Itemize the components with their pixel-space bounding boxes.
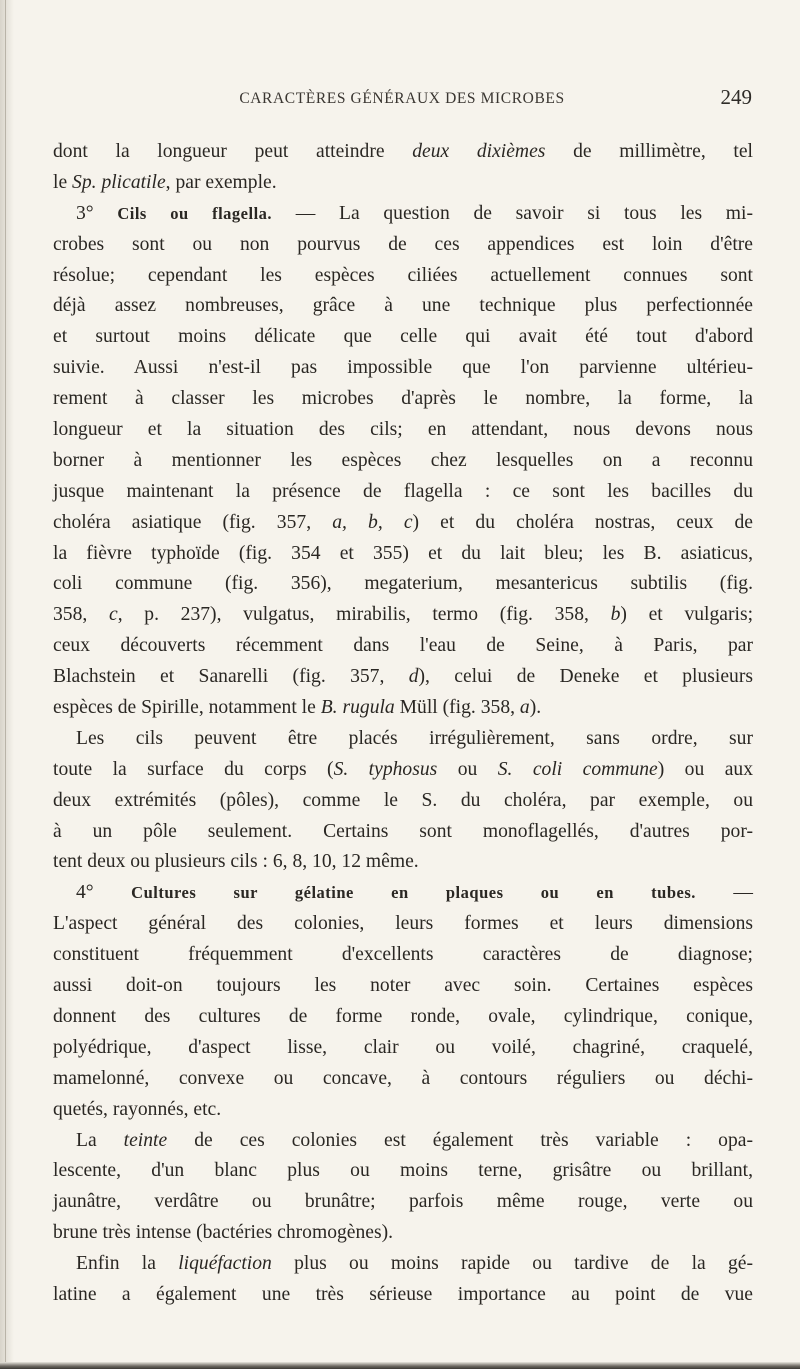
text-line (53, 786, 753, 817)
text-run: jaunâtre, verdâtre ou brunâtre; parfois même rouge, verte ou (53, 1191, 753, 1213)
italic-run: a (519, 697, 530, 719)
italic-run: c (108, 604, 118, 626)
text-run: plus ou moins rapide ou tardive de la gé- (271, 1253, 753, 1275)
text-line (53, 1156, 753, 1187)
text-line (53, 1249, 753, 1280)
text-line (53, 1033, 753, 1064)
italic-run: a, b, c (332, 511, 413, 533)
text-run: ) et du choléra nostras, ceux de (412, 511, 753, 533)
text-run: de ces colonies est également très variable : opa- (167, 1129, 753, 1151)
text-line (53, 261, 753, 292)
text-line (53, 971, 753, 1002)
text-run: Les cils peuvent être placés irrégulièrement, sans ordre, sur (76, 727, 753, 749)
text-line (53, 384, 753, 415)
text-line (53, 508, 753, 539)
text-line (53, 847, 753, 878)
running-head: CARACTÈRES GÉNÉRAUX DES MICROBES (239, 90, 565, 107)
page-spine (5, 0, 6, 1369)
text-run: toute la surface du corps ( (53, 758, 334, 780)
text-run: le (53, 171, 73, 193)
text-line (53, 817, 753, 848)
text-line (53, 137, 753, 168)
text-line (53, 168, 753, 199)
section-heading: Cultures sur gélatine en plaques ou en tubes. (131, 883, 696, 903)
section-number: 3° (76, 202, 118, 224)
bottom-edge (0, 1362, 800, 1369)
text-run: constituent fréquemment d'excellents caractères de diagnose; (53, 944, 753, 966)
text-line (53, 322, 753, 353)
text-line (53, 600, 753, 631)
text-run: ) ou aux (657, 758, 753, 780)
text-run: brune très intense (bactéries chromogènes). (53, 1222, 394, 1244)
text-run: deux extrémités (pôles), comme le S. du choléra, par exemple, ou (53, 789, 753, 811)
text-run: la fièvre typhoïde (fig. 354 et 355) et du lait bleu; les B. asiaticus, (53, 542, 753, 564)
text-line (53, 724, 753, 755)
text-run: lescente, d'un blanc plus ou moins terne, grisâtre ou brillant, (53, 1160, 753, 1182)
text-run: et surtout moins délicate que celle qui avait été tout d'abord (53, 326, 753, 348)
text-line (53, 415, 753, 446)
text-run: ou (437, 758, 498, 780)
text-run: de millimètre, tel (545, 141, 753, 162)
text-line (53, 1095, 753, 1126)
text-run: tent deux ou plusieurs cils : 6, 8, 10, 12 même. (53, 851, 419, 873)
text-line (53, 230, 753, 261)
page-number: 249 (720, 85, 752, 109)
text-run: Blachstein et Sanarelli (fig. 357, (53, 666, 409, 688)
text-run: Enfin la (76, 1253, 179, 1275)
text-run: borner à mentionner les espèces chez lesquelles on a reconnu (53, 449, 753, 471)
text-run: — La question de savoir si tous les mi- (272, 202, 753, 224)
text-line (53, 539, 753, 570)
text-line (53, 631, 753, 662)
text-run: Müll (fig. 358, (394, 697, 520, 719)
italic-run: S. coli commune (497, 758, 658, 780)
text-line (53, 1126, 753, 1157)
text-line (53, 199, 753, 230)
section-heading: Cils ou flagella. (117, 203, 273, 223)
text-run: dont la longueur peut atteindre (53, 141, 413, 162)
text-line (53, 878, 753, 909)
text-run: , p. 237), vulgatus, mirabilis, termo (fig. 358, (117, 604, 611, 626)
italic-run: B. rugula (320, 697, 395, 719)
text-run: L'aspect général des colonies, leurs formes et leurs dimensions (53, 913, 753, 935)
text-line (53, 909, 753, 940)
italic-run: d (408, 666, 419, 688)
text-line (53, 1187, 753, 1218)
text-run: déjà assez nombreuses, grâce à une technique plus perfectionnée (53, 295, 753, 317)
italic-run: liquéfaction (178, 1253, 272, 1275)
text-run: ), celui de Deneke et plusieurs (418, 666, 753, 688)
text-run: jusque maintenant la présence de flagella : ce sont les bacilles du (53, 480, 753, 502)
italic-run: b (610, 604, 621, 626)
text-run: polyédrique, d'aspect lisse, clair ou voilé, chagriné, craquelé, (53, 1036, 753, 1058)
text-line (53, 940, 753, 971)
text-run: crobes sont ou non pourvus de ces appendices est loin d'être (53, 233, 753, 255)
body-text (53, 137, 753, 1311)
text-run: coli commune (fig. 356), megaterium, mesantericus subtilis (fig. (53, 573, 753, 595)
page-header (52, 85, 752, 118)
text-line (53, 1002, 753, 1033)
text-run: rement à classer les microbes d'après le nombre, la forme, la (53, 388, 753, 410)
text-line (53, 755, 753, 786)
text-line (53, 291, 753, 322)
text-line (53, 662, 753, 693)
italic-run: deux dixièmes (412, 141, 546, 162)
text-run: latine a également une très sérieuse importance au point de vue (53, 1283, 753, 1305)
text-run: quetés, rayonnés, etc. (53, 1098, 222, 1120)
text-run: ). (529, 697, 542, 719)
text-line (53, 446, 753, 477)
text-run: , par exemple. (165, 171, 277, 193)
italic-run: Sp. plicatile (72, 171, 166, 193)
text-run: à un pôle seulement. Certains sont monoflagellés, d'autres por- (53, 820, 753, 842)
text-run: — (695, 882, 753, 904)
text-line (53, 477, 753, 508)
text-run: longueur et la situation des cils; en attendant, nous devons nous (53, 419, 753, 441)
text-run: choléra asiatique (fig. 357, (53, 511, 333, 533)
text-line (53, 569, 753, 600)
text-run: 358, (53, 604, 109, 626)
page-edge-shadow (0, 0, 14, 1369)
text-run: aussi doit-on toujours les noter avec soin. Certaines espèces (53, 975, 753, 997)
text-run: ceux découverts récemment dans l'eau de Seine, à Paris, par (53, 635, 753, 657)
text-run: résolue; cependant les espèces ciliées actuellement connues sont (53, 264, 753, 286)
text-run: espèces de Spirille, notamment le (53, 697, 321, 719)
text-line (53, 353, 753, 384)
text-line (53, 693, 753, 724)
text-line (53, 1280, 753, 1311)
text-line (53, 1064, 753, 1095)
italic-run: S. typhosus (333, 758, 438, 780)
text-line (53, 1218, 753, 1249)
text-run: La (76, 1129, 124, 1151)
text-run: mamelonné, convexe ou concave, à contours réguliers ou déchi- (53, 1067, 753, 1089)
text-run: suivie. Aussi n'est-il pas impossible que l'on parvienne ultérieu- (53, 357, 753, 379)
text-run: donnent des cultures de forme ronde, ovale, cylindrique, conique, (53, 1005, 753, 1027)
text-run: ) et vulgaris; (620, 604, 754, 626)
section-number: 4° (76, 882, 132, 904)
italic-run: teinte (123, 1129, 168, 1151)
